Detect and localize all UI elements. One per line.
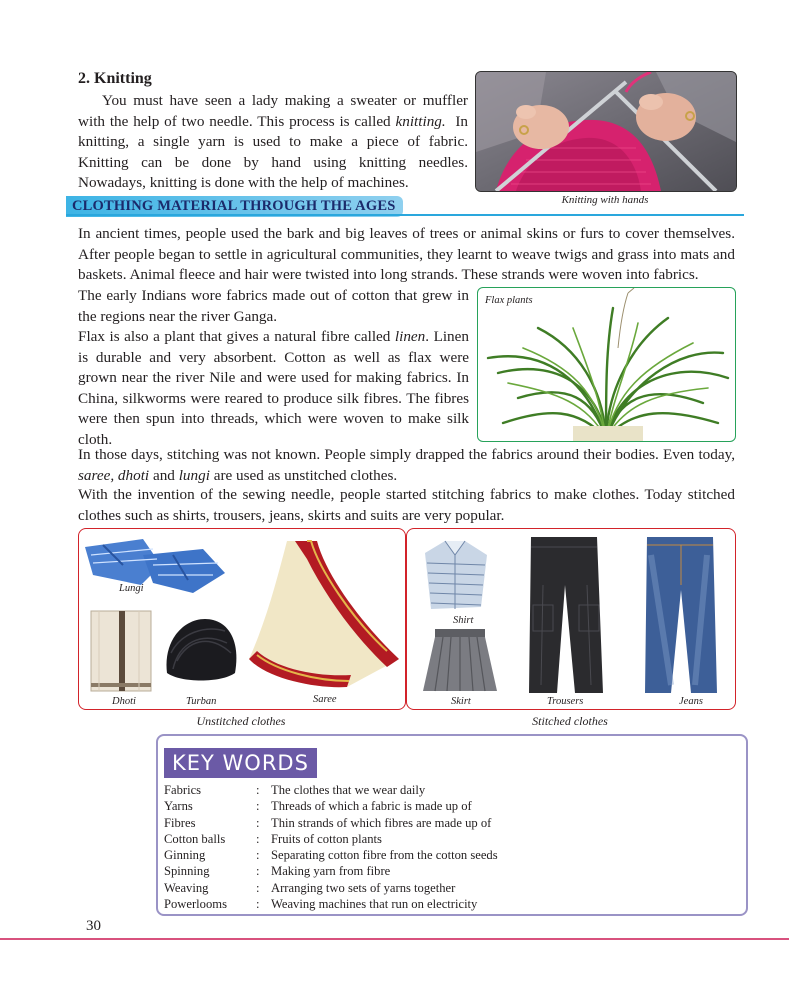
- key-word-separator: :: [256, 864, 260, 879]
- trousers-image: [523, 535, 609, 695]
- key-word-definition: Weaving machines that run on electricity: [271, 897, 478, 912]
- key-word-term: Ginning: [164, 848, 206, 863]
- key-words-box: [156, 734, 748, 916]
- key-word-definition: Fruits of cotton plants: [271, 831, 382, 846]
- key-word-definition: Arranging two sets of yarns together: [271, 880, 456, 895]
- paragraph-flax: Flax is also a plant that gives a natural fibre called linen. Linen is durable and very absorbent. Cotton as well as flax were grown near the river Nile and were used for making fabrics. In China, silkworms were reared to produce silk fibres. The fibres were then spun into threads, which were woven to make silk cloth.: [78, 328, 469, 448]
- key-word-separator: :: [256, 897, 260, 912]
- lungi-image: [83, 535, 228, 597]
- jeans-image: [641, 535, 721, 695]
- jeans-label: Jeans: [679, 696, 703, 707]
- key-word-separator: :: [256, 815, 260, 830]
- flax-caption: Flax plants: [485, 295, 533, 306]
- paragraph-sewing-needle: With the invention of the sewing needle, people started stitching fabrics to make clothes. Today stitched clothes such as shirts, trousers, jeans, skirts and suits are very popular.: [78, 486, 735, 524]
- flax-photo: [477, 287, 736, 442]
- paragraph-early-indians: The early Indians wore fabrics made out of cotton that grew in the regions near the river Ganga.: [78, 287, 469, 325]
- knitting-paragraph: You must have seen a lady making a sweater or muffler with the help of two needle. This process is called knitting. In knitting, a single yarn is used to make a piece of fabric. Knitting can be done by hand using knitting needles. Nowadays, knitting is done with the help of machines.: [78, 92, 468, 192]
- key-word-term: Yarns: [164, 799, 193, 814]
- knitting-heading: 2. Knitting: [78, 70, 152, 87]
- section-title: CLOTHING MATERIAL THROUGH THE AGES: [66, 196, 403, 217]
- key-word-row: [164, 815, 724, 831]
- saree-image: [247, 539, 402, 689]
- dhoti-label: Dhoti: [112, 696, 136, 707]
- page-number: 30: [86, 918, 101, 934]
- section-rule: [66, 214, 744, 216]
- page-footer-rule: [0, 938, 789, 940]
- key-word-separator: :: [256, 831, 260, 846]
- key-words-title: KEY WORDS: [164, 748, 317, 778]
- key-words-list: [164, 782, 724, 912]
- key-word-separator: :: [256, 799, 260, 814]
- key-word-row: [164, 847, 724, 863]
- knitting-illustration: [476, 72, 736, 191]
- skirt-label: Skirt: [451, 696, 471, 707]
- unstitched-caption: Unstitched clothes: [196, 714, 286, 728]
- key-word-row: [164, 896, 724, 912]
- key-word-term: Powerlooms: [164, 897, 227, 912]
- turban-label: Turban: [186, 696, 217, 707]
- key-word-row: [164, 831, 724, 847]
- key-word-separator: :: [256, 783, 260, 797]
- stitched-caption: Stitched clothes: [532, 714, 608, 728]
- key-word-term: Fabrics: [164, 783, 202, 797]
- knitting-photo: [475, 71, 737, 192]
- lungi-label: Lungi: [119, 583, 144, 594]
- trousers-label: Trousers: [547, 696, 584, 707]
- key-word-row: [164, 880, 724, 896]
- key-word-definition: The clothes that we wear daily: [271, 783, 426, 797]
- shirt-image: [415, 533, 495, 615]
- key-word-row: [164, 798, 724, 814]
- key-word-row: [164, 863, 724, 879]
- dhoti-image: [89, 609, 153, 693]
- turban-image: [161, 613, 241, 689]
- key-word-definition: Making yarn from fibre: [271, 864, 391, 879]
- key-word-definition: Thin strands of which fibres are made up of: [271, 815, 492, 830]
- paragraph-ancient-times: In ancient times, people used the bark and big leaves of trees or animal skins or furs to cover themselves. After people began to settle in agricultural communities, they learnt to weave twigs and grass into mats and baskets. Animal fleece and hair were twisted into long strands. These strands were woven into fabrics.: [78, 225, 735, 284]
- key-word-separator: :: [256, 880, 260, 895]
- flax-plant-illustration: [478, 288, 735, 441]
- key-word-definition: Threads of which a fabric is made up of: [271, 799, 472, 814]
- key-word-term: Fibres: [164, 815, 196, 830]
- stitched-clothes-panel: [406, 528, 736, 710]
- key-word-definition: Separating cotton fibre from the cotton seeds: [271, 848, 498, 863]
- key-word-term: Spinning: [164, 864, 210, 879]
- shirt-label: Shirt: [453, 615, 474, 626]
- skirt-image: [421, 627, 499, 693]
- key-word-term: Weaving: [164, 880, 209, 895]
- paragraph-stitching: In those days, stitching was not known. People simply drapped the fabrics around their bodies. Even today, saree, dhoti and lungi are used as unstitched clothes.: [78, 446, 735, 484]
- key-word-term: Cotton balls: [164, 831, 226, 846]
- key-word-row: [164, 782, 724, 798]
- knitting-caption: Knitting with hands: [561, 194, 649, 206]
- saree-label: Saree: [313, 694, 337, 705]
- key-word-separator: :: [256, 848, 260, 863]
- unstitched-clothes-panel: [78, 528, 406, 710]
